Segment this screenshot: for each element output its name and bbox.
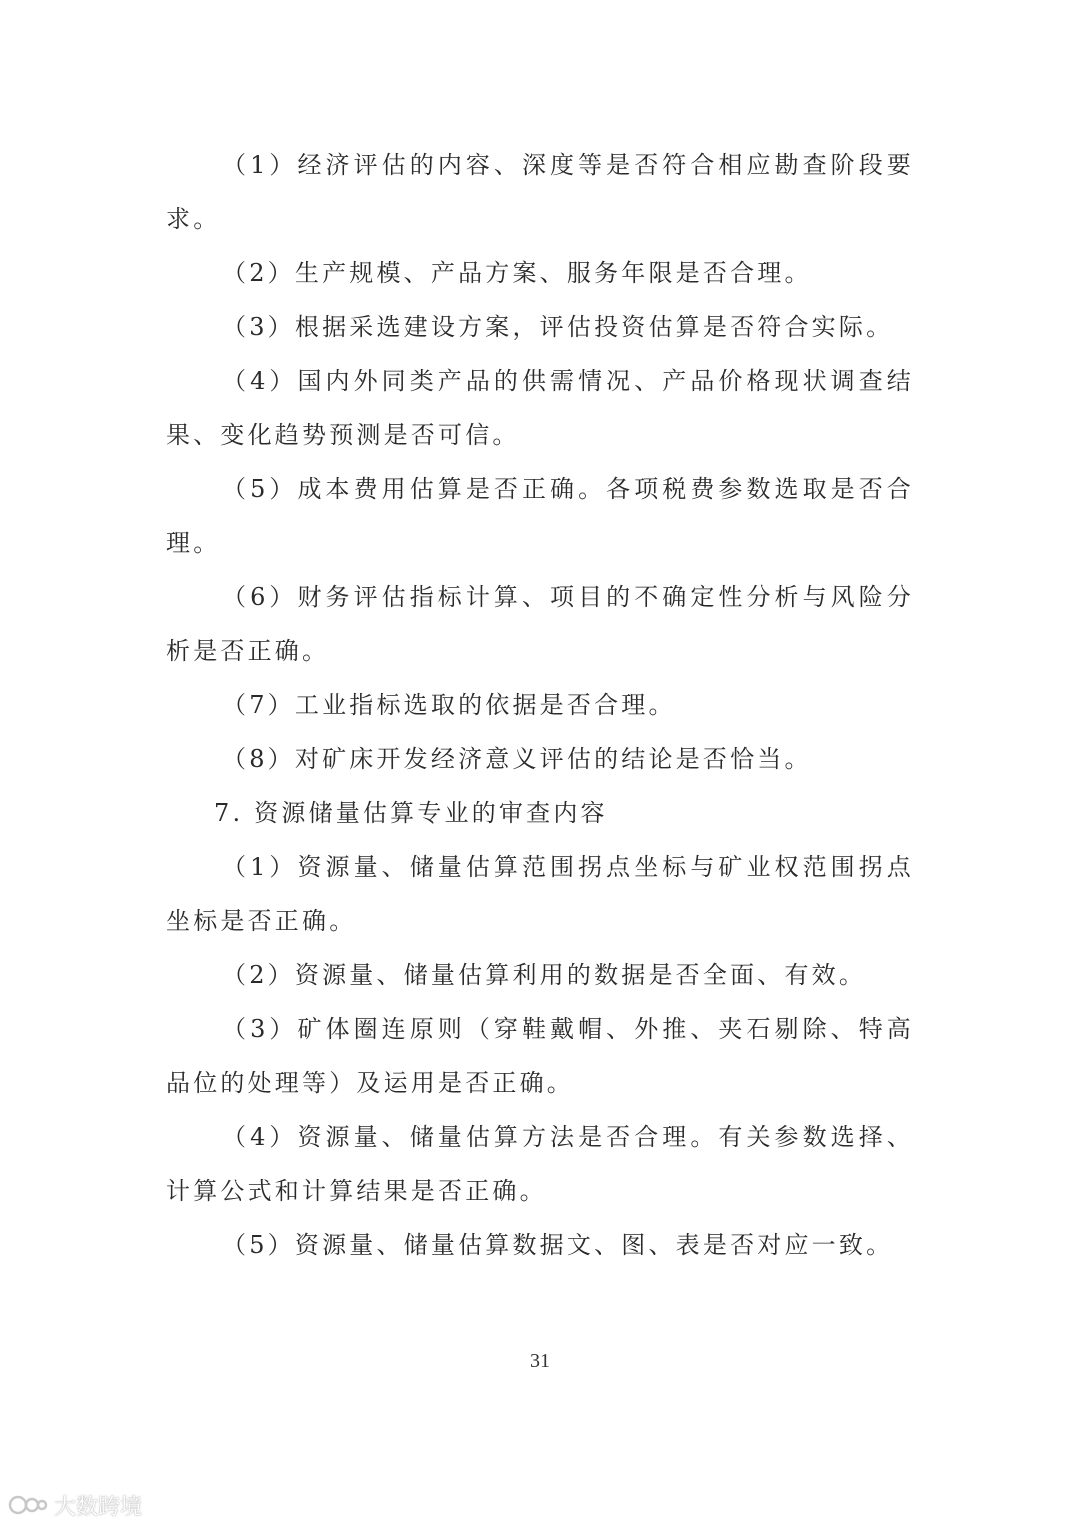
paragraph-econ-4: （4）国内外同类产品的供需情况、产品价格现状调查结果、变化趋势预测是否可信。 <box>166 367 914 449</box>
paragraph-reserve-4: （4）资源量、储量估算方法是否合理。有关参数选择、计算公式和计算结果是否正确。 <box>166 1123 914 1205</box>
section-heading-7: 7. 资源储量估算专业的审查内容 <box>214 799 608 827</box>
watermark-text: 大数跨境 <box>54 1494 143 1520</box>
paragraph-econ-1: （1）经济评估的内容、深度等是否符合相应勘查阶段要求。 <box>166 151 914 233</box>
watermark <box>8 1490 142 1520</box>
paragraph-reserve-2: （2）资源量、储量估算利用的数据是否全面、有效。 <box>222 961 867 989</box>
paragraph-econ-5: （5）成本费用估算是否正确。各项税费参数选取是否合理。 <box>166 475 914 557</box>
paragraph-econ-3: （3）根据采选建设方案，评估投资估算是否符合实际。 <box>222 313 894 341</box>
watermark-logo-icon <box>8 1493 48 1517</box>
document-body <box>166 138 914 1272</box>
paragraph-reserve-5: （5）资源量、储量估算数据文、图、表是否对应一致。 <box>222 1231 894 1259</box>
paragraph-econ-7: （7）工业指标选取的依据是否合理。 <box>222 691 676 719</box>
paragraph-econ-8: （8）对矿床开发经济意义评估的结论是否恰当。 <box>222 745 812 773</box>
paragraph-reserve-3: （3）矿体圈连原则（穿鞋戴帽、外推、夹石剔除、特高品位的处理等）及运用是否正确。 <box>166 1015 914 1097</box>
paragraph-reserve-1: （1）资源量、储量估算范围拐点坐标与矿业权范围拐点坐标是否正确。 <box>166 853 914 935</box>
paragraph-econ-6: （6）财务评估指标计算、项目的不确定性分析与风险分析是否正确。 <box>166 583 914 665</box>
paragraph-econ-2: （2）生产规模、产品方案、服务年限是否合理。 <box>222 259 812 287</box>
page-number: 31 <box>530 1350 550 1372</box>
